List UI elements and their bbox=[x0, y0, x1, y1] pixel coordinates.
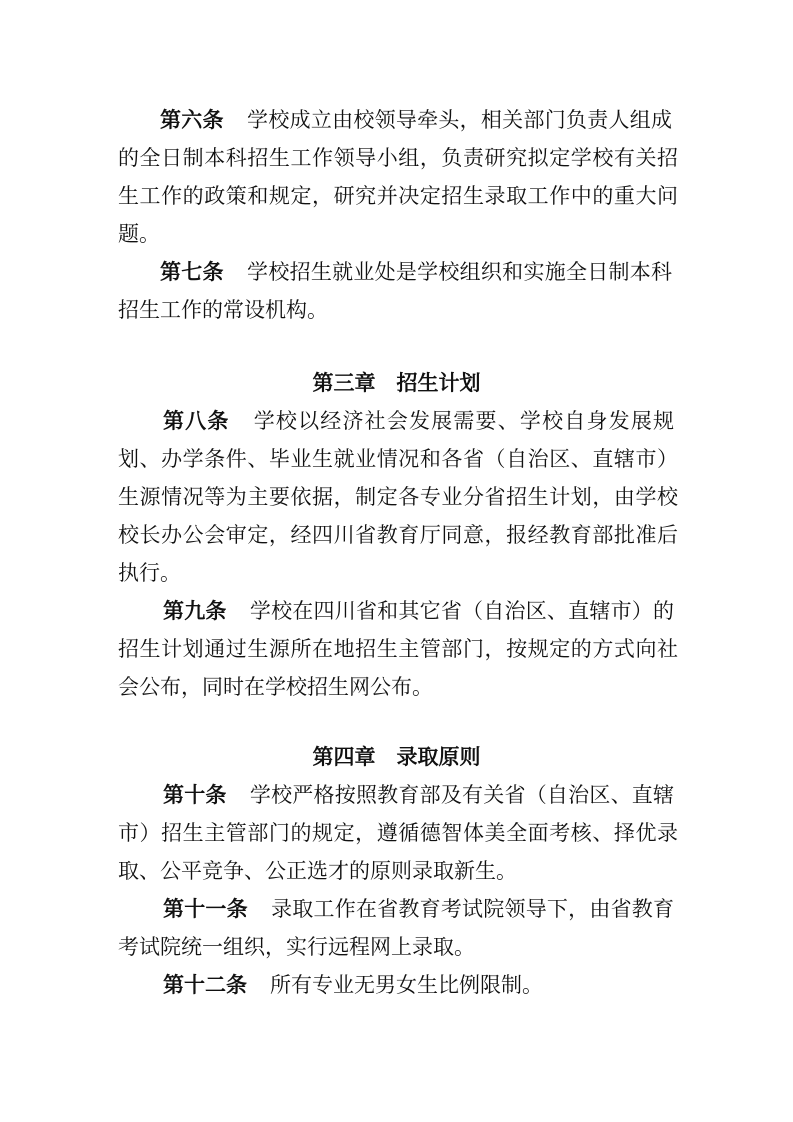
article-10-line-3: 取、公平竞争、公正选才的原则录取新生。 bbox=[118, 859, 517, 883]
article-8-label: 第八条 bbox=[163, 409, 230, 433]
article-10-line-2: 市）招生主管部门的规定，遵循德智体美全面考核、择优录 bbox=[118, 821, 678, 845]
article-12-text-1: 所有专业无男女生比例限制。 bbox=[270, 973, 543, 997]
chapter-3-heading: 第三章 招生计划 bbox=[312, 371, 481, 395]
article-10-label: 第十条 bbox=[163, 783, 227, 807]
article-6-line-4: 题。 bbox=[118, 222, 160, 246]
article-6-label: 第六条 bbox=[160, 108, 224, 132]
article-9-text-1: 学校在四川省和其它省（自治区、直辖市）的 bbox=[249, 599, 674, 623]
article-11-line-2: 考试院统一组织，实行远程网上录取。 bbox=[118, 935, 475, 959]
article-11-line-1 bbox=[163, 896, 674, 922]
article-12-line-1 bbox=[163, 972, 674, 998]
article-8-text-1: 学校以经济社会发展需要、学校自身发展规 bbox=[252, 409, 674, 433]
article-8-line-5: 执行。 bbox=[118, 561, 181, 585]
article-7-line-2: 招生工作的常设机构。 bbox=[118, 298, 328, 322]
article-8-line-2: 划、办学条件、毕业生就业情况和各省（自治区、直辖市） bbox=[118, 447, 678, 471]
article-8-line-3: 生源情况等为主要依据，制定各专业分省招生计划，由学校 bbox=[118, 485, 678, 509]
article-9-line-3: 会公布，同时在学校招生网公布。 bbox=[118, 675, 433, 699]
article-9-line-1 bbox=[163, 598, 674, 624]
article-7-label: 第七条 bbox=[160, 260, 224, 284]
article-6-line-1 bbox=[160, 107, 672, 133]
article-8-line-4: 校长办公会审定，经四川省教育厅同意，报经教育部批准后 bbox=[118, 523, 678, 547]
article-9-label: 第九条 bbox=[163, 599, 227, 623]
article-6-line-2: 的全日制本科招生工作领导小组，负责研究拟定学校有关招 bbox=[118, 146, 678, 170]
article-10-text-1: 学校严格按照教育部及有关省（自治区、直辖 bbox=[249, 783, 674, 807]
article-11-text-1: 录取工作在省教育考试院领导下，由省教育 bbox=[270, 897, 674, 921]
article-12-label: 第十二条 bbox=[163, 973, 247, 997]
article-11-label: 第十一条 bbox=[163, 897, 248, 921]
article-7-line-1 bbox=[160, 259, 672, 285]
chapter-4-heading: 第四章 录取原则 bbox=[312, 745, 481, 769]
article-10-line-1 bbox=[163, 782, 674, 808]
article-8-line-1 bbox=[163, 408, 674, 434]
article-6-text-1: 学校成立由校领导牵头，相关部门负责人组成 bbox=[246, 108, 672, 132]
article-6-line-3: 生工作的政策和规定，研究并决定招生录取工作中的重大问 bbox=[118, 184, 678, 208]
article-9-line-2: 招生计划通过生源所在地招生主管部门，按规定的方式向社 bbox=[118, 637, 678, 661]
article-7-text-1: 学校招生就业处是学校组织和实施全日制本科 bbox=[246, 260, 672, 284]
